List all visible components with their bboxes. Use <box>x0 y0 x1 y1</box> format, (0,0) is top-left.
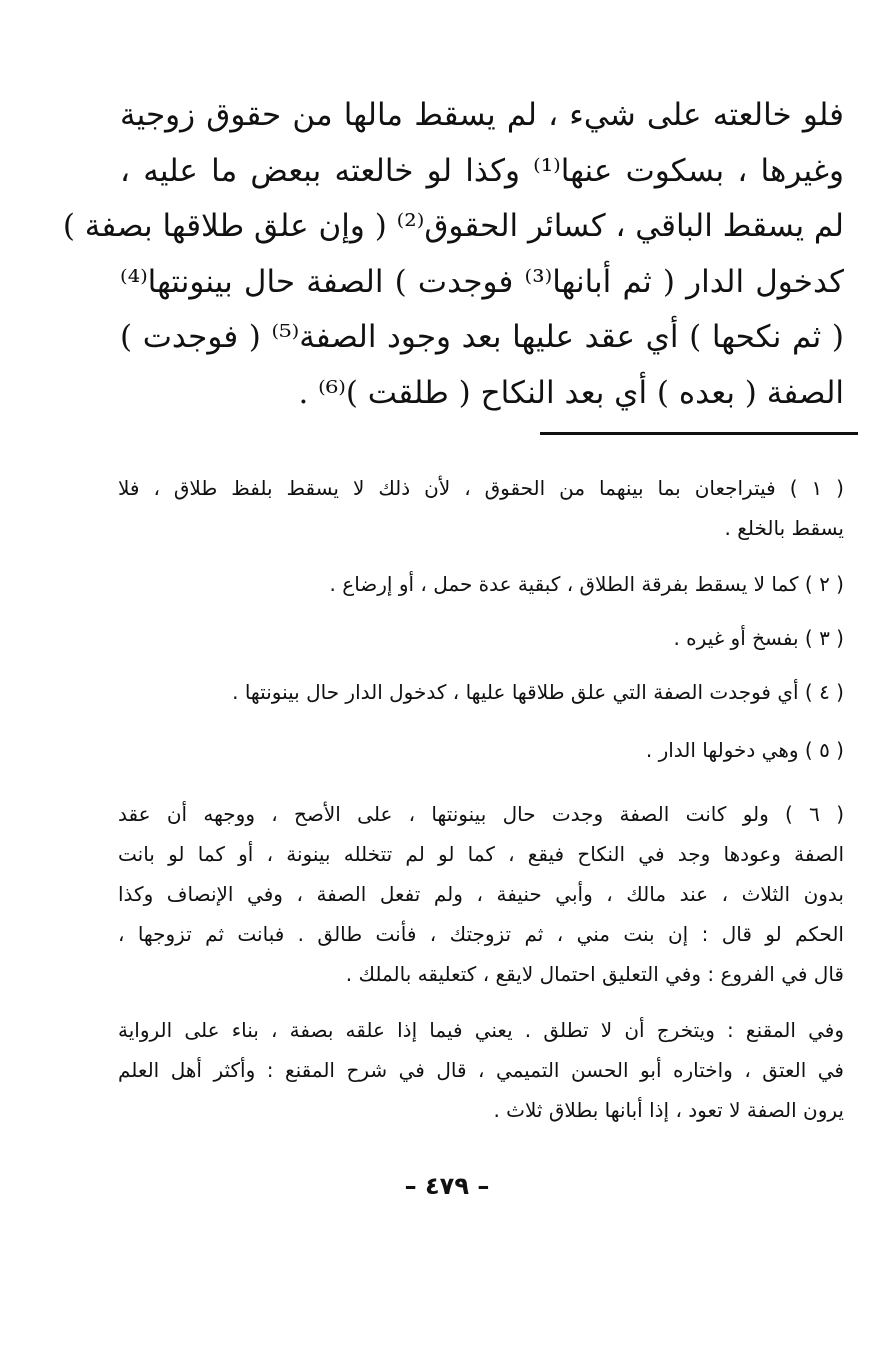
main-text-line: ( ثم نكحها ) أي عقد عليها بعد وجود الصفة⁽⁵⁾ ( فوجدت ) <box>120 319 844 355</box>
footnote-4 <box>118 672 844 712</box>
footnote-2 <box>118 564 844 604</box>
footnote-line: يرون الصفة لا تعود ، إذا أبانها بطلاق ثلاث . <box>493 1098 844 1122</box>
footnote-separator <box>540 432 858 435</box>
footnote-line: بدون الثلاث ، عند مالك ، وأبي حنيفة ، ولم تفعل الصفة ، وفي الإنصاف وكذا <box>118 882 844 906</box>
main-text-line: وغيرها ، بسكوت عنها⁽¹⁾ وكذا لو خالعته ببعض ما عليه ، <box>120 152 844 189</box>
main-text-line: فلو خالعته على شيء ، لم يسقط مالها من حقوق زوجية <box>120 97 844 133</box>
footnote-line: يسقط بالخلع . <box>724 516 844 540</box>
footnote-line: ( ٦ ) ولو كانت الصفة وجدت حال بينونتها ، على الأصح ، ووجهه أن عقد <box>118 802 844 826</box>
footnote-line: ( ٤ ) أي فوجدت الصفة التي علق طلاقها عليها ، كدخول الدار حال بينونتها . <box>232 680 844 704</box>
main-text-line: لم يسقط الباقي ، كسائر الحقوق⁽²⁾ ( وإن علق طلاقها بصفة ) <box>62 208 844 244</box>
footnote-1 <box>118 468 844 548</box>
footnote-line: ( ٣ ) بفسخ أو غيره . <box>673 626 844 650</box>
footnote-line: وفي المقنع : ويتخرج أن لا تطلق . يعني فيما إذا علقه بصفة ، بناء على الرواية <box>118 1018 844 1042</box>
main-text-line: كدخول الدار ( ثم أبانها⁽³⁾ فوجدت ) الصفة حال بينونتها⁽⁴⁾ <box>120 263 844 300</box>
main-text-block <box>62 88 844 421</box>
footnote-line: في العتق ، واختاره أبو الحسن التميمي ، قال في شرح المقنع : وأكثر أهل العلم <box>118 1058 844 1082</box>
footnote-6-continuation <box>118 1010 844 1130</box>
page-number: – ٤٧٩ – <box>404 1172 490 1200</box>
footnote-line: الصفة وعودها وجد في النكاح فيقع ، كما لو لم تتخلله بينونة ، أو كما لو بانت <box>118 842 844 866</box>
footnote-line: ( ١ ) فيتراجعان بما بينهما من الحقوق ، لأن ذلك لا يسقط بلفظ طلاق ، فلا <box>118 476 844 500</box>
footnote-6 <box>118 794 844 994</box>
footnote-line: الحكم لو قال : إن بنت مني ، ثم تزوجتك ، فأنت طالق . فبانت ثم تزوجها ، <box>118 922 844 946</box>
footnote-line: ( ٥ ) وهي دخولها الدار . <box>645 738 844 762</box>
footnote-5 <box>118 730 844 770</box>
footnote-line: قال في الفروع : وفي التعليق احتمال لايقع ، كتعليقه بالملك . <box>345 962 844 986</box>
main-text-line: الصفة ( بعده ) أي بعد النكاح ( طلقت )⁽⁶⁾ . <box>298 374 844 411</box>
footnote-line: ( ٢ ) كما لا يسقط بفرقة الطلاق ، كبقية عدة حمل ، أو إرضاع . <box>329 572 844 596</box>
footnote-3 <box>118 618 844 658</box>
